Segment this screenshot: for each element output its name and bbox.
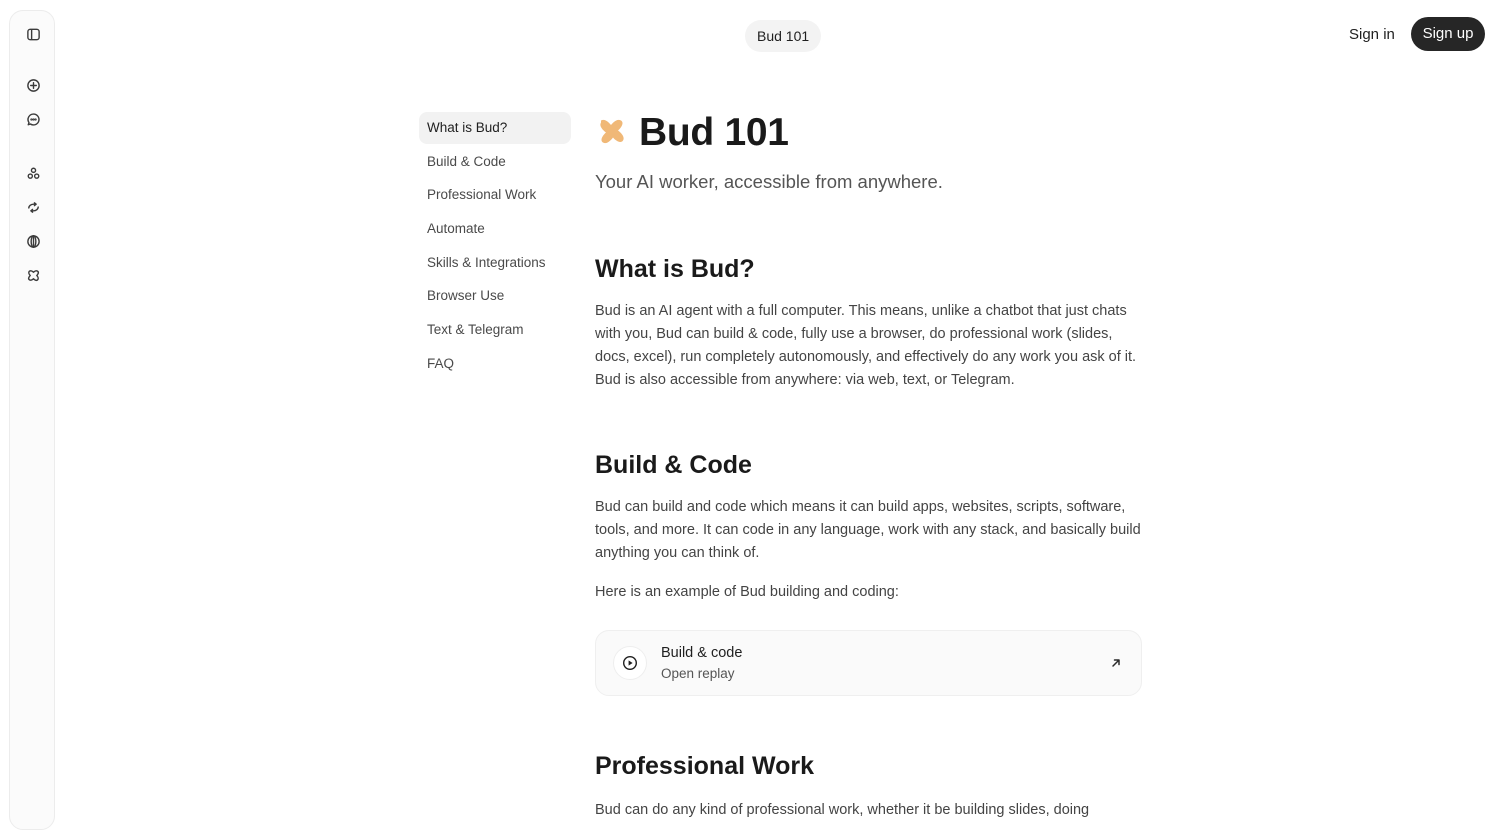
toc-item-skills-integrations[interactable]: Skills & Integrations	[427, 254, 546, 270]
section-body-what-is-bud: Bud is an AI agent with a full computer. This means, unlike a chatbot that just chats with you, Bud can build & code, fully use a browser, do professional work (slides, docs, excel), run completely autonomously, and effectively do any work you ask of it. Bud is also accessible from anywhere: via web, text, or Telegram.	[595, 303, 1137, 388]
sign-up-button[interactable]: Sign up	[1411, 17, 1485, 51]
new-chat-icon[interactable]	[21, 73, 45, 97]
globe-icon[interactable]	[21, 229, 45, 253]
replay-card-title: Build & code	[661, 645, 743, 661]
toc-item-professional-work[interactable]: Professional Work	[427, 187, 537, 203]
section-body-build-code: Bud can build and code which means it can build apps, websites, scripts, software, tools, and more. It can code in any language, work with any stack, and basically build anything you can think of.	[595, 499, 1141, 561]
sign-in-button[interactable]: Sign in	[1349, 26, 1395, 43]
hero	[595, 110, 1143, 156]
chats-icon[interactable]	[21, 107, 45, 131]
example-intro: Here is an example of Bud building and coding:	[595, 584, 899, 600]
section-body-professional-work: Bud can do any kind of professional work, whether it be building slides, doing	[595, 802, 1090, 818]
apps-icon[interactable]	[21, 161, 45, 185]
toc-item-text-telegram[interactable]: Text & Telegram	[427, 322, 524, 338]
table-of-contents	[419, 112, 571, 382]
toc-item-browser-use[interactable]: Browser Use	[427, 288, 505, 304]
external-arrow-icon	[1109, 656, 1123, 670]
article	[595, 110, 1143, 604]
loop-icon[interactable]	[21, 195, 45, 219]
toc-item-build-code[interactable]: Build & Code	[427, 153, 506, 169]
bud-icon[interactable]	[21, 263, 45, 287]
page-title: Bud 101	[639, 111, 789, 154]
toc-item-faq[interactable]: FAQ	[427, 355, 455, 371]
section-heading-professional-work: Professional Work	[595, 752, 815, 780]
replay-card[interactable]	[595, 630, 1142, 696]
bud-logo-icon	[595, 117, 627, 149]
sidebar-toggle-icon[interactable]	[21, 22, 45, 46]
page-title-pill: Bud 101	[745, 20, 821, 52]
page-tagline: Your AI worker, accessible from anywhere.	[595, 171, 943, 192]
play-icon	[613, 646, 647, 680]
toc-item-automate[interactable]: Automate	[427, 221, 485, 237]
toc-item-what-is-bud[interactable]: What is Bud?	[419, 112, 571, 144]
replay-card-subtitle: Open replay	[661, 666, 735, 681]
section-heading-what-is-bud: What is Bud?	[595, 255, 755, 283]
section-heading-build-code: Build & Code	[595, 451, 752, 479]
left-rail	[9, 10, 55, 830]
